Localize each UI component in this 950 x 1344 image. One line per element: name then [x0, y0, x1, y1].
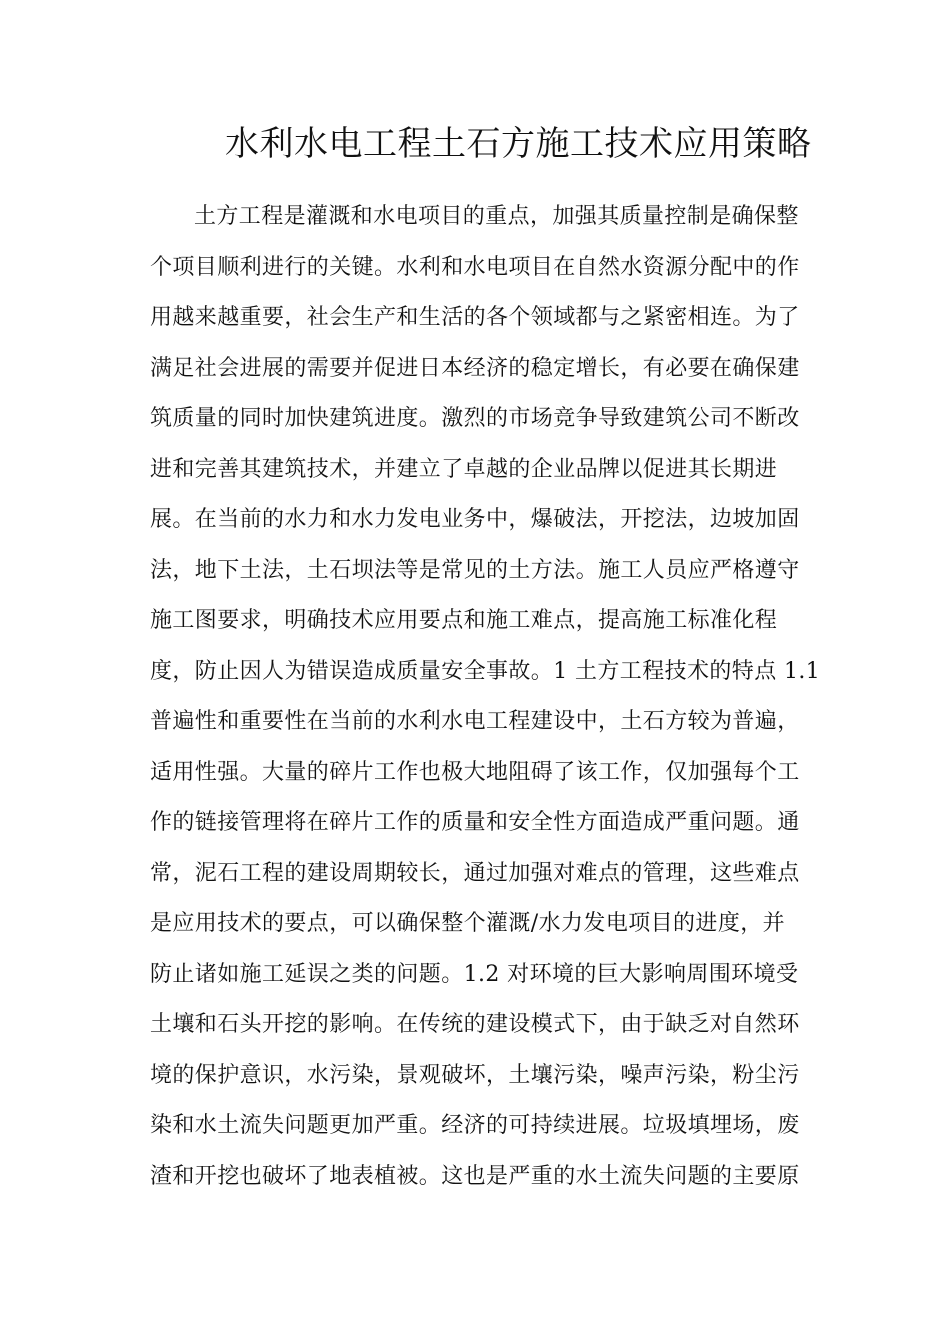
document-body	[150, 192, 821, 1202]
body-line: 用越来越重要，社会生产和生活的各个领域都与之紧密相连。为了	[150, 305, 800, 330]
body-line: 展。在当前的水力和水力发电业务中，爆破法，开挖法，边坡加固	[150, 507, 800, 532]
body-line: 常，泥石工程的建设周期较长，通过加强对难点的管理，这些难点	[150, 860, 800, 886]
body-line: 进和完善其建筑技术，并建立了卓越的企业品牌以促进其长期进	[150, 456, 778, 482]
body-line: 渣和开挖也破坏了地表植被。这也是严重的水土流失问题的主要原	[150, 1163, 800, 1189]
body-line: 染和水土流失问题更加严重。经济的可持续进展。垃圾填埋场，废	[150, 1113, 800, 1138]
body-line: 度，防止因人为错误造成质量安全事故。1 土方工程技术的特点 1.1	[150, 658, 821, 684]
body-line: 土方工程是灌溉和水电项目的重点，加强其质量控制是确保整	[194, 204, 799, 229]
body-line: 施工图要求，明确技术应用要点和施工难点，提高施工标准化程	[150, 608, 778, 633]
body-line: 法，地下土法，土石坝法等是常见的土方法。施工人员应严格遵守	[150, 557, 800, 583]
body-line: 适用性强。大量的碎片工作也极大地阻碍了该工作，仅加强每个工	[150, 759, 800, 785]
body-line: 普遍性和重要性在当前的水利水电工程建设中，土石方较为普遍，	[150, 709, 800, 734]
body-line: 作的链接管理将在碎片工作的质量和安全性方面造成严重问题。通	[150, 810, 800, 835]
body-line: 防止诸如施工延误之类的问题。1.2 对环境的巨大影响周围环境受	[150, 961, 799, 987]
body-line: 土壤和石头开挖的影响。在传统的建设模式下，由于缺乏对自然环	[150, 1012, 800, 1037]
body-line: 是应用技术的要点，可以确保整个灌溉/水力发电项目的进度，并	[150, 911, 786, 936]
body-line: 筑质量的同时加快建筑进度。激烈的市场竞争导致建筑公司不断改	[150, 406, 800, 431]
body-line: 境的保护意识，水污染，景观破坏，土壤污染，噪声污染，粉尘污	[150, 1062, 800, 1088]
body-line: 个项目顺利进行的关键。水利和水电项目在自然水资源分配中的作	[150, 254, 800, 280]
document-title: 水利水电工程土石方施工技术应用策略	[225, 124, 812, 164]
body-line: 满足社会进展的需要并促进日本经济的稳定增长，有必要在确保建	[150, 355, 800, 381]
